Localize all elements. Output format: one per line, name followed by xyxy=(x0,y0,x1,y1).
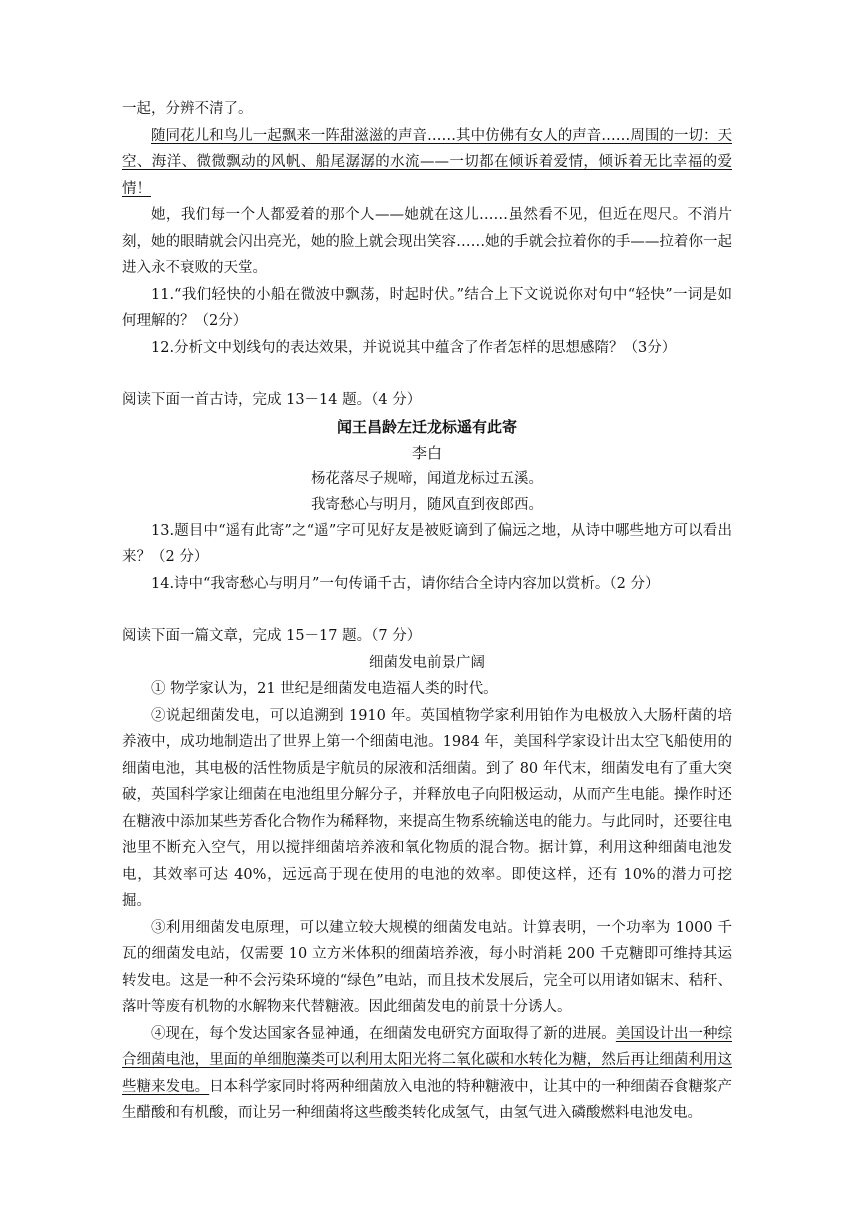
poem-line: 杨花落尽子规啼，闻道龙标过五溪。 xyxy=(311,470,543,487)
question-12: 12.分析文中划线句的表达效果，并说说其中蕴含了作者怎样的思想感隋？（3分） xyxy=(151,339,677,356)
poem-title: 闻王昌龄左迁龙标遥有此寄 xyxy=(336,417,517,436)
paragraph-text: 日本科学家同时将两种细菌放入电池的特种糖液中，让其中的一种细菌吞食糖浆产生醋酸和有机酸，而让另一种细菌将这些酸类转化成氢气，由氢气进入磷酸燃料电池发电。 xyxy=(122,1078,733,1121)
underlined-sentence: 美国设计出一种综合细菌电池，里面的单细胞藻类可以利用太阳光将二氧化碳和水转化为糖，然后再让细菌利用这些糖来发电。 xyxy=(122,1025,733,1095)
poem-line: 我寄愁心与明月，随风直到夜郎西。 xyxy=(311,496,543,513)
poem-section-intro: 阅读下面一首古诗，完成 13－14 题。（4 分） xyxy=(122,392,422,408)
article-paragraph-2: ②说起细菌发电，可以追溯到 1910 年。英国植物学家利用铂作为电极放入大肠杆菌的培养液中，成功地制造出了世界上第一个细菌电池。1984 年，美国科学家设计出太空飞船使用的细菌电池，其电极的活性物质是宇航员的尿液和活细菌。到了 80 年代末，细菌发电有了重大突破，英国科学家让细菌在电池组里分解分子，并释放电子向阳极运动，从而产生电能。操作时还在糖液中添加某些芳香化合物作为稀释物，来提高生物系统输送电的能力。与此同时，还要往电池里不断充入空气，用以搅拌细菌培养液和氧化物质的混合物。据计算，利用这种细菌电池发电，其效率可达 40%，远远高于现在使用的电池的效率。即使这样，还有 10%的潜力可挖掘。 xyxy=(122,707,732,909)
article-title: 细菌发电前景广阔 xyxy=(369,654,485,671)
poem-author: 李白 xyxy=(411,443,442,462)
question-11: 11.“我们轻快的小船在微波中飘荡，时起时伏。”结合上下文说说你对句中“轻快”一词是如何理解的？（2分） xyxy=(122,286,732,329)
passage-paragraph xyxy=(122,123,732,203)
passage-paragraph: 一起，分辨不清了。 xyxy=(122,101,253,117)
passage-paragraph: 她，我们每一个人都爱着的那个人——她就在这儿……虽然看不见，但近在咫尺。不消片刻，她的眼睛就会闪出亮光，她的脸上就会现出笑容……她的手就会拉着你的手——拉着你一起进入永不衰败的天堂。 xyxy=(122,207,732,276)
article-paragraph-1: ① 物学家认为，21 世纪是细菌发电造福人类的时代。 xyxy=(151,681,498,697)
paragraph-text: ④现在，每个发达国家各显神通，在细菌发电研究方面取得了新的进展。 xyxy=(151,1025,616,1042)
exam-page xyxy=(122,96,732,1127)
article-section-intro: 阅读下面一篇文章，完成 15－17 题。（7 分） xyxy=(122,628,422,644)
underlined-sentence: 随同花儿和鸟儿一起飘来一阵甜滋滋的声音……其中仿佛有女人的声音……周围的一切：天空、海洋、微微飘动的风帆、船尾潺潺的水流——一切都在倾诉着爱情，倾诉着无比幸福的爱情！ xyxy=(122,127,732,197)
question-14: 14.诗中“我寄愁心与明月”一句传诵千古，请你结合全诗内容加以赏析。（2 分） xyxy=(151,575,660,592)
question-13: 13.题目中“遥有此寄”之“遥”字可见好友是被贬谪到了偏远之地，从诗中哪些地方可以看出来？（2 分） xyxy=(122,522,732,565)
article-paragraph-4 xyxy=(122,1021,732,1127)
article-paragraph-3: ③利用细菌发电原理，可以建立较大规模的细菌发电站。计算表明，一个功率为 1000 千瓦的细菌发电站，仅需要 10 立方米体积的细菌培养液，每小时消耗 200 千克糖即可维持其运转发电。这是一种不会污染环境的“绿色”电站，而且技术发展后，完全可以用诸如锯末、秸秆、落叶等废有机物的水解物来代替糖液。因此细菌发电的前景十分诱人。 xyxy=(122,919,732,1015)
